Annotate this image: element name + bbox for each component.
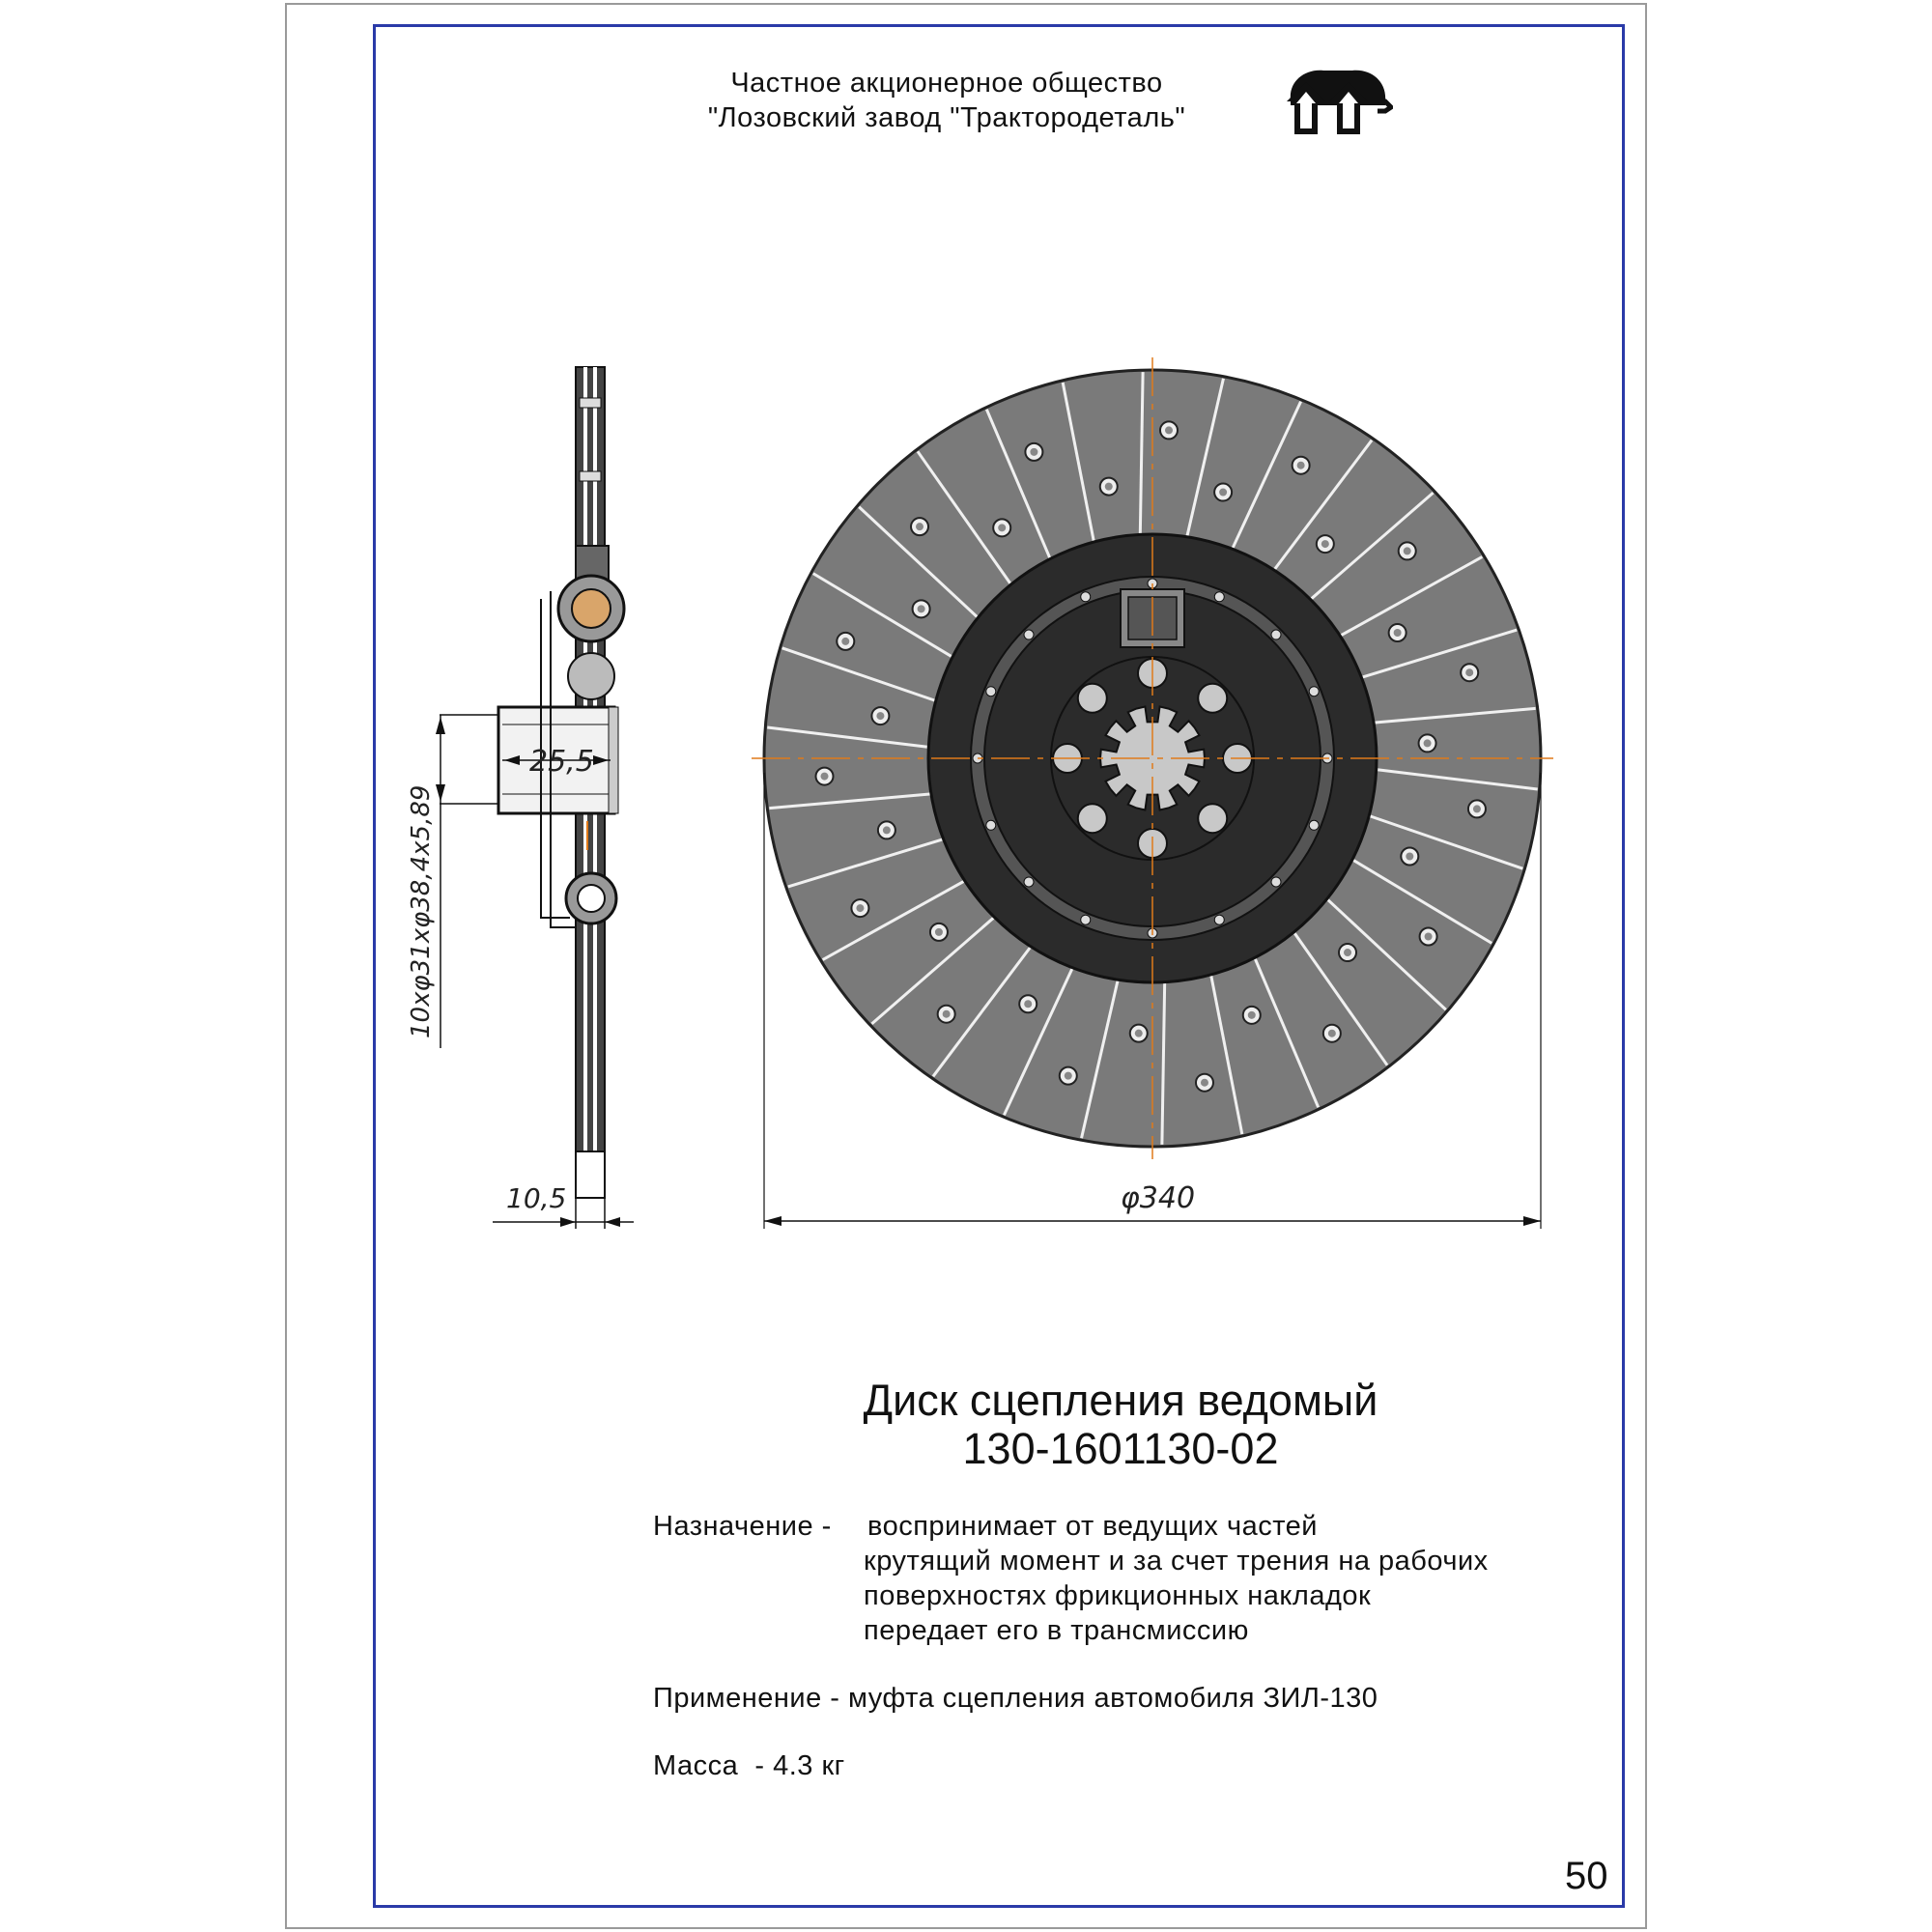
- rivet-center: [876, 712, 884, 720]
- rivet-center: [1105, 483, 1113, 491]
- rivet-center: [1065, 1072, 1072, 1080]
- damper-rivet: [1214, 915, 1224, 924]
- purpose-line-4: передает его в трансмиссию: [864, 1615, 1249, 1646]
- damper-rivet: [1309, 687, 1319, 696]
- company-line-1: Частное акционерное общество: [730, 68, 1163, 99]
- page-number: 50: [1565, 1855, 1608, 1897]
- rivet-center: [1394, 629, 1402, 637]
- part-name: Диск сцепления ведомый: [863, 1376, 1378, 1425]
- rivet-center: [1424, 739, 1432, 747]
- rivet-center: [1404, 547, 1411, 554]
- rivet-center: [856, 904, 864, 912]
- rivet-center: [935, 928, 943, 936]
- rivet-center: [1297, 462, 1305, 469]
- dim-hub-length: 25,5: [529, 745, 594, 779]
- dim-thickness: 10,5: [506, 1182, 567, 1214]
- hub-hole: [1198, 804, 1227, 833]
- purpose-line-3: поверхностях фрикционных накладок: [864, 1580, 1372, 1611]
- rivet-center: [1473, 805, 1481, 812]
- rivet-center: [916, 523, 923, 530]
- rivet-center: [1135, 1030, 1143, 1037]
- side-view: [498, 367, 624, 1198]
- hub-hole: [1078, 684, 1107, 713]
- damper-rivet: [1081, 915, 1091, 924]
- damper-rivet: [1024, 630, 1034, 639]
- rivet-center: [841, 638, 849, 645]
- damper-rivet: [1309, 820, 1319, 830]
- rivet-center: [1465, 668, 1473, 676]
- rivet-center: [918, 605, 925, 612]
- rivet-center: [1201, 1079, 1208, 1087]
- rivet-center: [1165, 426, 1173, 434]
- rivet-center: [1219, 489, 1227, 497]
- rivet-center: [1248, 1011, 1256, 1019]
- hub-hole: [1198, 684, 1227, 713]
- damper-rivet: [1271, 630, 1281, 639]
- hub-hole: [1078, 804, 1107, 833]
- application-text: Применение - муфта сцепления автомобиля ЗИЛ-130: [653, 1683, 1378, 1714]
- purpose-line-2: крутящий момент и за счет трения на рабочих: [864, 1546, 1489, 1577]
- purpose-line-1: воспринимает от ведущих частей: [867, 1511, 1318, 1542]
- part-title: [715, 1377, 1526, 1473]
- rivet-center: [883, 826, 891, 834]
- dim-diameter: φ340: [1121, 1181, 1196, 1215]
- rivet-center: [998, 524, 1006, 531]
- rivet-center: [1328, 1030, 1336, 1037]
- purpose-label: Назначение -: [653, 1511, 832, 1542]
- rivet-center: [1406, 853, 1413, 861]
- rivet-center: [1344, 949, 1351, 956]
- rivet-center: [1425, 933, 1433, 941]
- company-line-2: "Лозовский завод "Трактородеталь": [707, 102, 1186, 133]
- damper-rivet: [986, 687, 996, 696]
- rivet-center: [943, 1010, 951, 1018]
- rivet-center: [1030, 448, 1037, 456]
- part-number: 130-1601130-02: [962, 1424, 1279, 1473]
- rivet-center: [1321, 540, 1329, 548]
- damper-rivet: [1024, 877, 1034, 887]
- rivet-center: [1024, 1000, 1032, 1008]
- damper-rivet: [1081, 592, 1091, 602]
- damper-rivet: [1214, 592, 1224, 602]
- rivet-center: [821, 773, 829, 781]
- damper-rivet: [1271, 877, 1281, 887]
- mass-text: Масса - 4.3 кг: [653, 1750, 845, 1781]
- damper-rivet: [986, 820, 996, 830]
- dim-splines: 10xφ31xφ38,4x5,89: [407, 784, 436, 1038]
